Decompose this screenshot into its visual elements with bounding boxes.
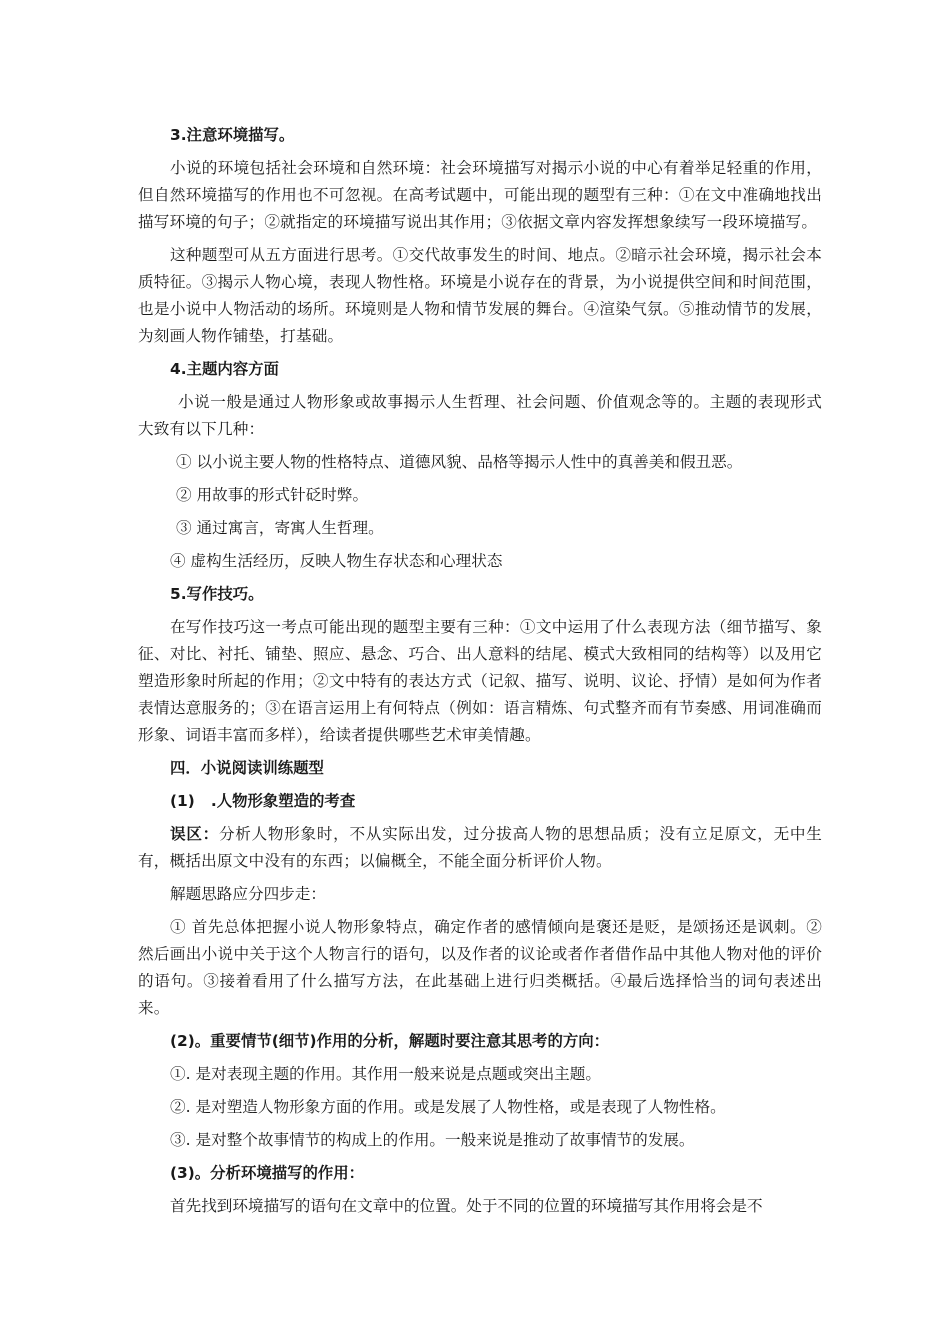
theme-list-item-1: ① 以小说主要人物的性格特点、道德风貌、品格等揭示人性中的真善美和假丑恶。 xyxy=(176,453,743,471)
section-3-heading: 3.注意环境描写。 xyxy=(170,126,295,144)
question-2-heading: (2)。重要情节(细节)作用的分析，解题时要注意其思考的方向： xyxy=(170,1032,610,1050)
misconception-text: 分析人物形象时，不从实际出发，过分拔高人物的思想品质；没有立足原文，无中生有，概括出原文中没有的东西；以偏概全，不能全面分析评价人物。 xyxy=(138,825,823,870)
part-4-heading: 四．小说阅读训练题型 xyxy=(170,759,324,777)
section-3-paragraph-2: 这种题型可从五方面进行思考。①交代故事发生的时间、地点。②暗示社会环境，揭示社会本质特征。③揭示人物心境，表现人物性格。环境是小说存在的背景，为小说提供空间和时间范围，也是小说中人物活动的场所。环境则是人物和情节发展的舞台。④渲染气氛。⑤推动情节的发展，为刻画人物作铺垫，打基础。 xyxy=(138,246,822,345)
plot-function-item-2: ②. 是对塑造人物形象方面的作用。或是发展了人物性格，或是表现了人物性格。 xyxy=(170,1098,726,1116)
question-1-misconception xyxy=(138,821,822,875)
document-body xyxy=(138,122,822,1226)
question-1-heading: (1) .人物形象塑造的考查 xyxy=(170,792,356,810)
plot-function-item-1: ①. 是对表现主题的作用。其作用一般来说是点题或突出主题。 xyxy=(170,1065,601,1083)
section-5-heading: 5.写作技巧。 xyxy=(170,585,264,603)
section-4-heading: 4.主题内容方面 xyxy=(170,360,279,378)
section-4-paragraph-1: 小说一般是通过人物形象或故事揭示人生哲理、社会问题、价值观念等的。主题的表现形式大致有以下几种： xyxy=(138,393,822,438)
question-1-steps-intro: 解题思路应分四步走： xyxy=(170,885,326,903)
plot-function-item-3: ③. 是对整个故事情节的构成上的作用。一般来说是推动了故事情节的发展。 xyxy=(170,1131,695,1149)
section-5-paragraph-1: 在写作技巧这一考点可能出现的题型主要有三种：①文中运用了什么表现方法（细节描写、象征、对比、衬托、铺垫、照应、悬念、巧合、出人意料的结尾、模式大致相同的结构等）以及用它塑造形象时所起的作用；②文中特有的表达方式（记叙、描写、说明、议论、抒情）是如何为作者表情达意服务的；③在语言运用上有何特点（例如：语言精炼、句式整齐而有节奏感、用词准确而形象、词语丰富而多样），给读者提供哪些艺术审美情趣。 xyxy=(138,618,822,744)
theme-list-item-3: ③ 通过寓言，寄寓人生哲理。 xyxy=(176,519,384,537)
question-3-paragraph-1: 首先找到环境描写的语句在文章中的位置。处于不同的位置的环境描写其作用将会是不 xyxy=(170,1197,763,1215)
question-1-steps: ① 首先总体把握小说人物形象特点，确定作者的感情倾向是褒还是贬，是颂扬还是讽刺。②然后画出小说中关于这个人物言行的语句，以及作者的议论或者作者借作品中其他人物对他的评价的语句。③接着看用了什么描写方法，在此基础上进行归类概括。④最后选择恰当的词句表述出来。 xyxy=(138,918,822,1017)
misconception-label: 误区： xyxy=(170,825,219,843)
section-3-paragraph-1: 小说的环境包括社会环境和自然环境：社会环境描写对揭示小说的中心有着举足轻重的作用，但自然环境描写的作用也不可忽视。在高考试题中，可能出现的题型有三种：①在文中准确地找出描写环境的句子；②就指定的环境描写说出其作用；③依据文章内容发挥想象续写一段环境描写。 xyxy=(138,159,822,231)
theme-list-item-4: ④ 虚构生活经历，反映人物生存状态和心理状态 xyxy=(170,552,503,570)
theme-list-item-2: ② 用故事的形式针砭时弊。 xyxy=(176,486,369,504)
question-3-heading: (3)。分析环境描写的作用： xyxy=(170,1164,365,1182)
